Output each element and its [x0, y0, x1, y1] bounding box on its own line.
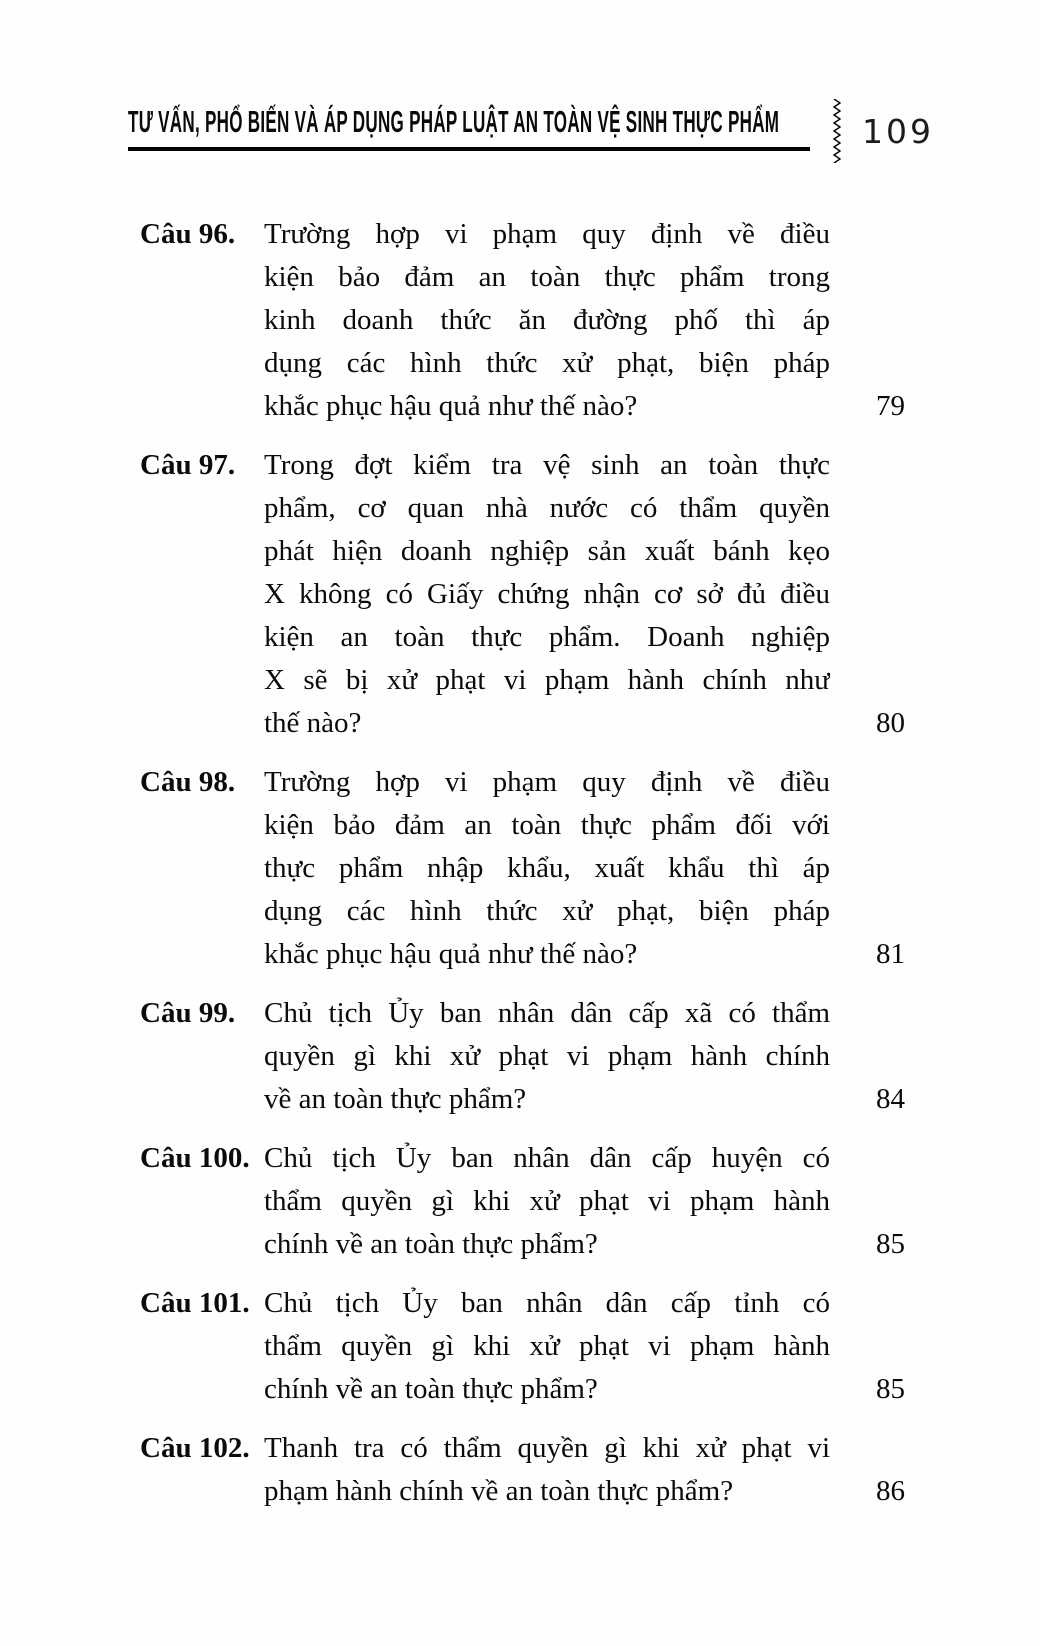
toc-entry-label: Câu 101. — [140, 1287, 250, 1319]
toc-entry — [140, 444, 905, 745]
title-underline-rule — [128, 147, 810, 151]
toc-line: thế nào? — [264, 707, 362, 739]
toc-entry-text — [264, 761, 830, 976]
toc-entry-label: Câu 100. — [140, 1142, 250, 1174]
toc-entry-label: Câu 98. — [140, 766, 236, 798]
toc-line: khắc phục hậu quả như thế nào? — [264, 938, 638, 970]
folio-page-number: 109 — [862, 112, 934, 151]
toc-list — [140, 213, 905, 1529]
toc-line: Trường hợp vi phạm quy định về điều — [264, 218, 830, 250]
toc-line: thẩm quyền gì khi xử phạt vi phạm hành — [264, 1330, 830, 1362]
toc-line: thực phẩm nhập khẩu, xuất khẩu thì áp — [264, 852, 830, 884]
toc-entry — [140, 213, 905, 428]
toc-line: Trường hợp vi phạm quy định về điều — [264, 766, 830, 798]
toc-line: kinh doanh thức ăn đường phố thì áp — [264, 304, 830, 336]
toc-line: Thanh tra có thẩm quyền gì khi xử phạt vi — [264, 1432, 830, 1464]
toc-line: chính về an toàn thực phẩm? — [264, 1228, 598, 1260]
toc-entry — [140, 761, 905, 976]
toc-line: kiện an toàn thực phẩm. Doanh nghiệp — [264, 621, 830, 653]
toc-line: phẩm, cơ quan nhà nước có thẩm quyền — [264, 492, 830, 524]
toc-line: X không có Giấy chứng nhận cơ sở đủ điều — [264, 578, 830, 610]
toc-entry — [140, 1137, 905, 1266]
toc-line: về an toàn thực phẩm? — [264, 1083, 527, 1115]
toc-line: X sẽ bị xử phạt vi phạm hành chính như — [264, 664, 830, 696]
toc-line: kiện bảo đảm an toàn thực phẩm đối với — [264, 809, 830, 841]
toc-entry-label: Câu 97. — [140, 449, 236, 481]
toc-entry — [140, 1427, 905, 1513]
toc-entry-text — [264, 1137, 830, 1266]
toc-entry-text — [264, 213, 830, 428]
toc-line: chính về an toàn thực phẩm? — [264, 1373, 598, 1405]
toc-entry-page: 79 — [876, 390, 905, 422]
toc-entry-page: 85 — [876, 1373, 905, 1405]
toc-entry-page: 84 — [876, 1083, 905, 1115]
toc-line: phát hiện doanh nghiệp sản xuất bánh kẹo — [264, 535, 830, 567]
toc-entry-page: 86 — [876, 1475, 905, 1507]
toc-entry-text — [264, 444, 830, 745]
toc-line: thẩm quyền gì khi xử phạt vi phạm hành — [264, 1185, 830, 1217]
toc-entry-label: Câu 96. — [140, 218, 236, 250]
toc-entry-text — [264, 1282, 830, 1411]
toc-line: khắc phục hậu quả như thế nào? — [264, 390, 638, 422]
toc-line: Chủ tịch Ủy ban nhân dân cấp huyện có — [264, 1142, 830, 1174]
toc-entry-page: 85 — [876, 1228, 905, 1260]
toc-line: dụng các hình thức xử phạt, biện pháp — [264, 347, 830, 379]
toc-entry-label: Câu 99. — [140, 997, 236, 1029]
toc-line: Chủ tịch Ủy ban nhân dân cấp xã có thẩm — [264, 997, 830, 1029]
toc-line: phạm hành chính về an toàn thực phẩm? — [264, 1475, 734, 1507]
toc-line: kiện bảo đảm an toàn thực phẩm trong — [264, 261, 830, 293]
toc-line: Chủ tịch Ủy ban nhân dân cấp tỉnh có — [264, 1287, 830, 1319]
toc-entry-text — [264, 992, 830, 1121]
toc-entry-page: 80 — [876, 707, 905, 739]
toc-entry — [140, 992, 905, 1121]
toc-entry — [140, 1282, 905, 1411]
toc-entry-label: Câu 102. — [140, 1432, 250, 1464]
zigzag-ornament-icon — [831, 99, 843, 163]
toc-line: dụng các hình thức xử phạt, biện pháp — [264, 895, 830, 927]
toc-line: Trong đợt kiểm tra vệ sinh an toàn thực — [264, 449, 830, 481]
toc-entry-text — [264, 1427, 830, 1513]
running-header-title-text: TƯ VẤN, PHỔ BIẾN VÀ ÁP DỤNG PHÁP LUẬT AN TOÀN VỆ SINH THỰC PHẨM — [128, 104, 780, 139]
toc-line: quyền gì khi xử phạt vi phạm hành chính — [264, 1040, 830, 1072]
toc-entry-page: 81 — [876, 938, 905, 970]
